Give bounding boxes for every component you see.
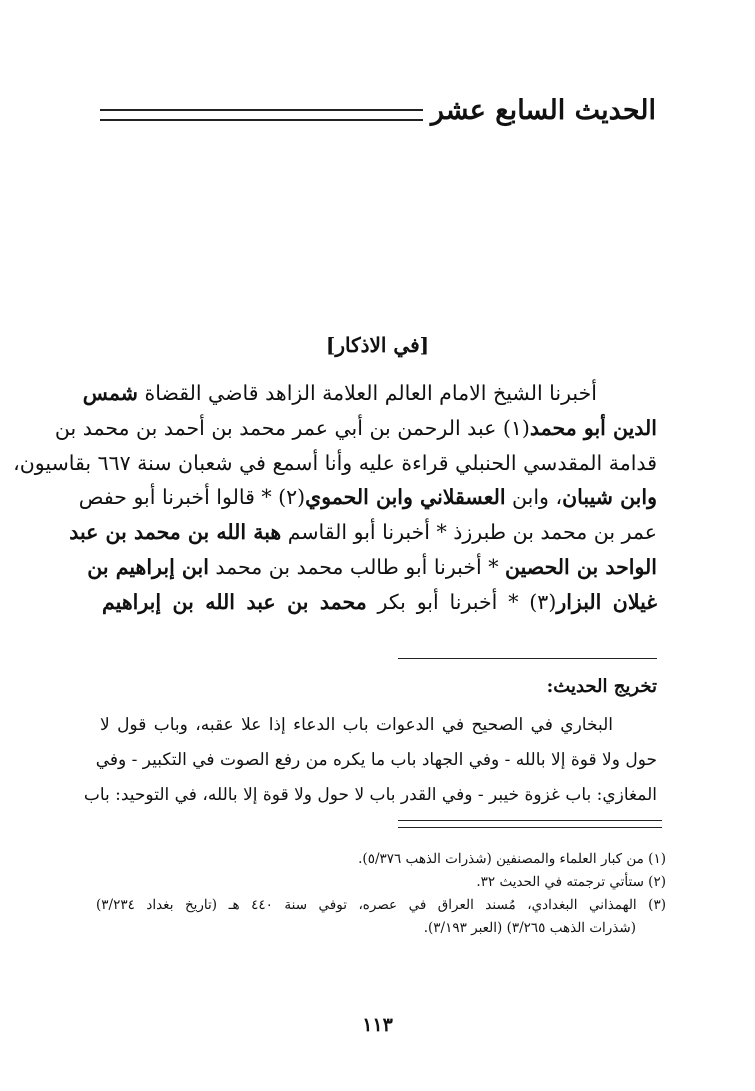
takhrij-text bbox=[83, 708, 657, 813]
footnote-3-continued: (شذرات الذهب ٣/٢٦٥) (العبر ٣/١٩٣). bbox=[423, 920, 636, 936]
section-title: [في الاذكار] bbox=[325, 333, 430, 357]
body-segment: (٣) * أخبرنا أبو بكر bbox=[366, 589, 557, 614]
body-line bbox=[69, 515, 657, 550]
separator-rule bbox=[398, 658, 657, 659]
footnote-2: (٢) ستأتي ترجمته في الحديث ٣٢. bbox=[476, 874, 666, 890]
body-segment: عمر بن محمد بن طبرزذ * أخبرنا أبو القاسم bbox=[281, 520, 657, 545]
body-segment: قدامة المقدسي الحنبلي قراءة عليه وأنا أسمع في شعبان سنة ٦٦٧ بقاسيون، bbox=[13, 450, 657, 475]
body-segment: (٢) * قالوا أخبرنا أبو حفص bbox=[78, 485, 306, 510]
body-segment: ، وابن bbox=[505, 485, 563, 510]
footnote-separator bbox=[398, 820, 662, 828]
body-segment: * أخبرنا أبو طالب محمد بن محمد bbox=[208, 554, 505, 579]
hadith-chain-text bbox=[13, 376, 657, 620]
body-line bbox=[13, 446, 657, 481]
header-double-rule bbox=[100, 109, 423, 121]
body-segment: (١) عبد الرحمن بن أبي عمر محمد بن أحمد بن محمد بن bbox=[54, 415, 530, 440]
chapter-header bbox=[100, 88, 656, 132]
takhrij-line: البخاري في الصحيح في الدعوات باب الدعاء إذا علا عقبه، وباب قول لا bbox=[100, 715, 613, 735]
footnotes bbox=[96, 848, 666, 940]
narrator-name: الدين أبو محمد bbox=[529, 415, 657, 440]
narrator-name: غيلان البزار bbox=[556, 589, 657, 614]
body-segment: أخبرنا الشيخ الامام العالم العلامة الزاهد قاضي القضاة bbox=[137, 381, 597, 405]
narrator-name: محمد بن عبد الله بن إبراهيم bbox=[102, 589, 367, 614]
narrator-name: ابن إبراهيم بن bbox=[87, 554, 209, 579]
body-line bbox=[102, 585, 657, 620]
narrator-name: شمس bbox=[82, 381, 138, 405]
body-line bbox=[82, 376, 657, 411]
narrator-name: العسقلاني وابن الحموي bbox=[305, 485, 506, 510]
narrator-name: وابن شيبان bbox=[562, 485, 657, 510]
footnote-1: (١) من كبار العلماء والمصنفين (شذرات الذهب ٥/٣٧٦). bbox=[358, 851, 666, 867]
body-line bbox=[54, 411, 657, 446]
takhrij-line: حول ولا قوة إلا بالله - وفي الجهاد باب ما يكره من رفع الصوت في التكبير - وفي bbox=[95, 750, 657, 770]
body-line bbox=[87, 550, 657, 585]
footnote-3: (٣) الهمذاني البغدادي، مُسند العراق في عصره، توفي سنة ٤٤٠ هـ (تاريخ بغداد ٣/٢٣٤) bbox=[96, 897, 666, 913]
narrator-name: هبة الله بن محمد بن عبد bbox=[69, 520, 282, 545]
narrator-name: الواحد بن الحصين bbox=[505, 554, 657, 579]
takhrij-line: المغازي: باب غزوة خيبر - وفي القدر باب لا حول ولا قوة إلا بالله، في التوحيد: باب bbox=[83, 785, 657, 805]
chapter-title: الحديث السابع عشر bbox=[430, 94, 656, 126]
body-line bbox=[78, 480, 657, 515]
takhrij-heading: تخريج الحديث: bbox=[546, 676, 657, 697]
page-number: ١١٣ bbox=[362, 1014, 393, 1036]
